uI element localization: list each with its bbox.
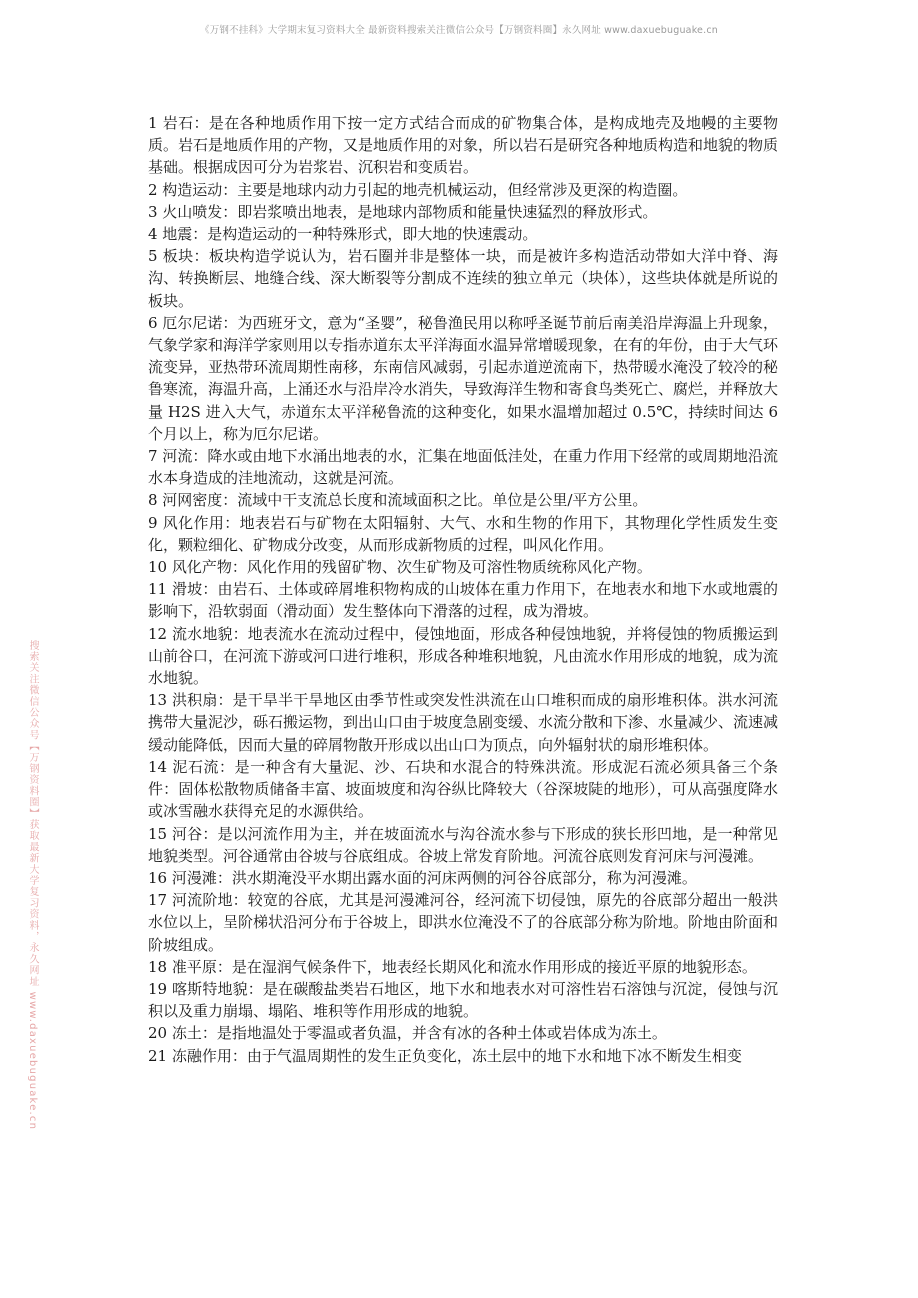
entry-9: 9 风化作用：地表岩石与矿物在太阳辐射、大气、水和生物的作用下，其物理化学性质发生变化，颗粒细化、矿物成分改变，从而形成新物质的过程，叫风化作用。 <box>148 513 778 554</box>
entry-16: 16 河漫滩：洪水期淹没平水期出露水面的河床两侧的河谷谷底部分，称为河漫滩。 <box>148 868 697 887</box>
entry-17: 17 河流阶地：较宽的谷底，尤其是河漫滩河谷，经河流下切侵蚀，原先的谷底部分超出一般洪水位以上，呈阶梯状沿河分布于谷坡上，即洪水位淹没不了的谷底部分称为阶地。阶地由阶面和阶坡组成。 <box>148 891 779 954</box>
entry-3: 3 火山喷发：即岩浆喷出地表，是地球内部物质和能量快速猛烈的释放形式。 <box>148 202 658 221</box>
entry-15: 15 河谷：是以河流作用为主，并在坡面流水与沟谷流水参与下形成的狭长形凹地，是一种常见地貌类型。河谷通常由谷坡与谷底组成。谷坡上常发育阶地。河流谷底则发育河床与河漫滩。 <box>148 824 778 865</box>
entry-10: 10 风化产物：风化作用的残留矿物、次生矿物及可溶性物质统称风化产物。 <box>148 558 652 577</box>
entry-14: 14 泥石流：是一种含有大量泥、沙、石块和水混合的特殊洪流。形成泥石流必须具备三个条件：固体松散物质储备丰富、坡面坡度和沟谷纵比降较大（谷深坡陡的地形），可从高强度降水或冰雪融水获得充足的水源供给。 <box>148 757 778 821</box>
entry-1: 1 岩石：是在各种地质作用下按一定方式结合而成的矿物集合体，是构成地壳及地幔的主要物质。岩石是地质作用的产物，又是地质作用的对象，所以岩石是研究各种地质构造和地貌的物质基础。根据成因可分为岩浆岩、沉积岩和变质岩。 <box>148 114 779 177</box>
entry-13: 13 洪积扇：是干旱半干旱地区由季节性或突发性洪流在山口堆积而成的扇形堆积体。洪水河流携带大量泥沙，砾石搬运物，到出山口由于坡度急剧变缓、水流分散和下渗、水量减少、流速减缓动能降低，因而大量的碎屑物散开形成以出山口为顶点，向外辐射状的扇形堆积体。 <box>148 691 779 754</box>
header-watermark: 《万钢不挂科》大学期末复习资料大全 最新资料搜索关注微信公众号【万钢资料圈】永久网址 www.daxuebuguake.cn <box>200 25 718 36</box>
side-watermark: 搜索关注微信公众号【万钢资料圈】获取最新大学复习资料，永久网址 www.daxuebuguake.cn <box>27 640 38 1131</box>
entry-12: 12 流水地貌：地表流水在流动过程中，侵蚀地面，形成各种侵蚀地貌，并将侵蚀的物质搬运到山前谷口，在河流下游或河口进行堆积，形成各种堆积地貌，凡由流水作用形成的地貌，成为流水地貌。 <box>148 624 779 688</box>
document-body <box>148 112 778 1067</box>
entry-11: 11 滑坡：由岩石、土体或碎屑堆积物构成的山坡体在重力作用下，在地表水和地下水或地震的影响下，沿软弱面（滑动面）发生整体向下滑落的过程，成为滑坡。 <box>148 580 778 621</box>
entry-5: 5 板块：板块构造学说认为，岩石圈并非是整体一块，而是被许多构造活动带如大洋中脊、海沟、转换断层、地缝合线、深大断裂等分割成不连续的独立单元（块体），这些块体就是所说的板块。 <box>148 247 778 310</box>
entry-19: 19 喀斯特地貌：是在碳酸盐类岩石地区，地下水和地表水对可溶性岩石溶蚀与沉淀，侵蚀与沉积以及重力崩塌、塌陷、堆积等作用形成的地貌。 <box>148 979 778 1021</box>
entry-4: 4 地震：是构造运动的一种特殊形式，即大地的快速震动。 <box>148 225 538 244</box>
entry-6: 6 厄尔尼诺：为西班牙文，意为“圣婴”，秘鲁渔民用以称呼圣诞节前后南美沿岸海温上升现象，气象学家和海洋学家则用以专指赤道东太平洋海面水温异常增暖现象，在有的年份，由于大气环流变异，亚热带环流周期性南移，东南信风减弱，引起赤道逆流南下，热带暖水淹没了较冷的秘鲁寒流，海温升高，上涌还水与沿岸冷水消失，导致海洋生物和寄食鸟类死亡、腐烂，并释放大量 H2S 进入大气，赤道东太平洋秘鲁流的这种变化，如果水温增加超过 0.5℃，持续时间达 6 个月以上，称为厄尔尼诺。 <box>148 313 779 443</box>
entry-21: 21 冻融作用：由于气温周期性的发生正负变化，冻土层中的地下水和地下冰不断发生相变 <box>148 1046 742 1065</box>
entry-7: 7 河流：降水或由地下水涌出地表的水，汇集在地面低洼处，在重力作用下经常的或周期地沿流水本身造成的洼地流动，这就是河流。 <box>148 447 778 488</box>
entry-2: 2 构造运动：主要是地球内动力引起的地壳机械运动，但经常涉及更深的构造圈。 <box>148 180 688 199</box>
entry-18: 18 准平原：是在湿润气候条件下，地表经长期风化和流水作用形成的接近平原的地貌形态。 <box>148 957 757 976</box>
entry-20: 20 冻土：是指地温处于零温或者负温，并含有冰的各种土体或岩体成为冻土。 <box>148 1024 667 1043</box>
entry-8: 8 河网密度：流域中干支流总长度和流域面积之比。单位是公里/平方公里。 <box>148 491 648 510</box>
